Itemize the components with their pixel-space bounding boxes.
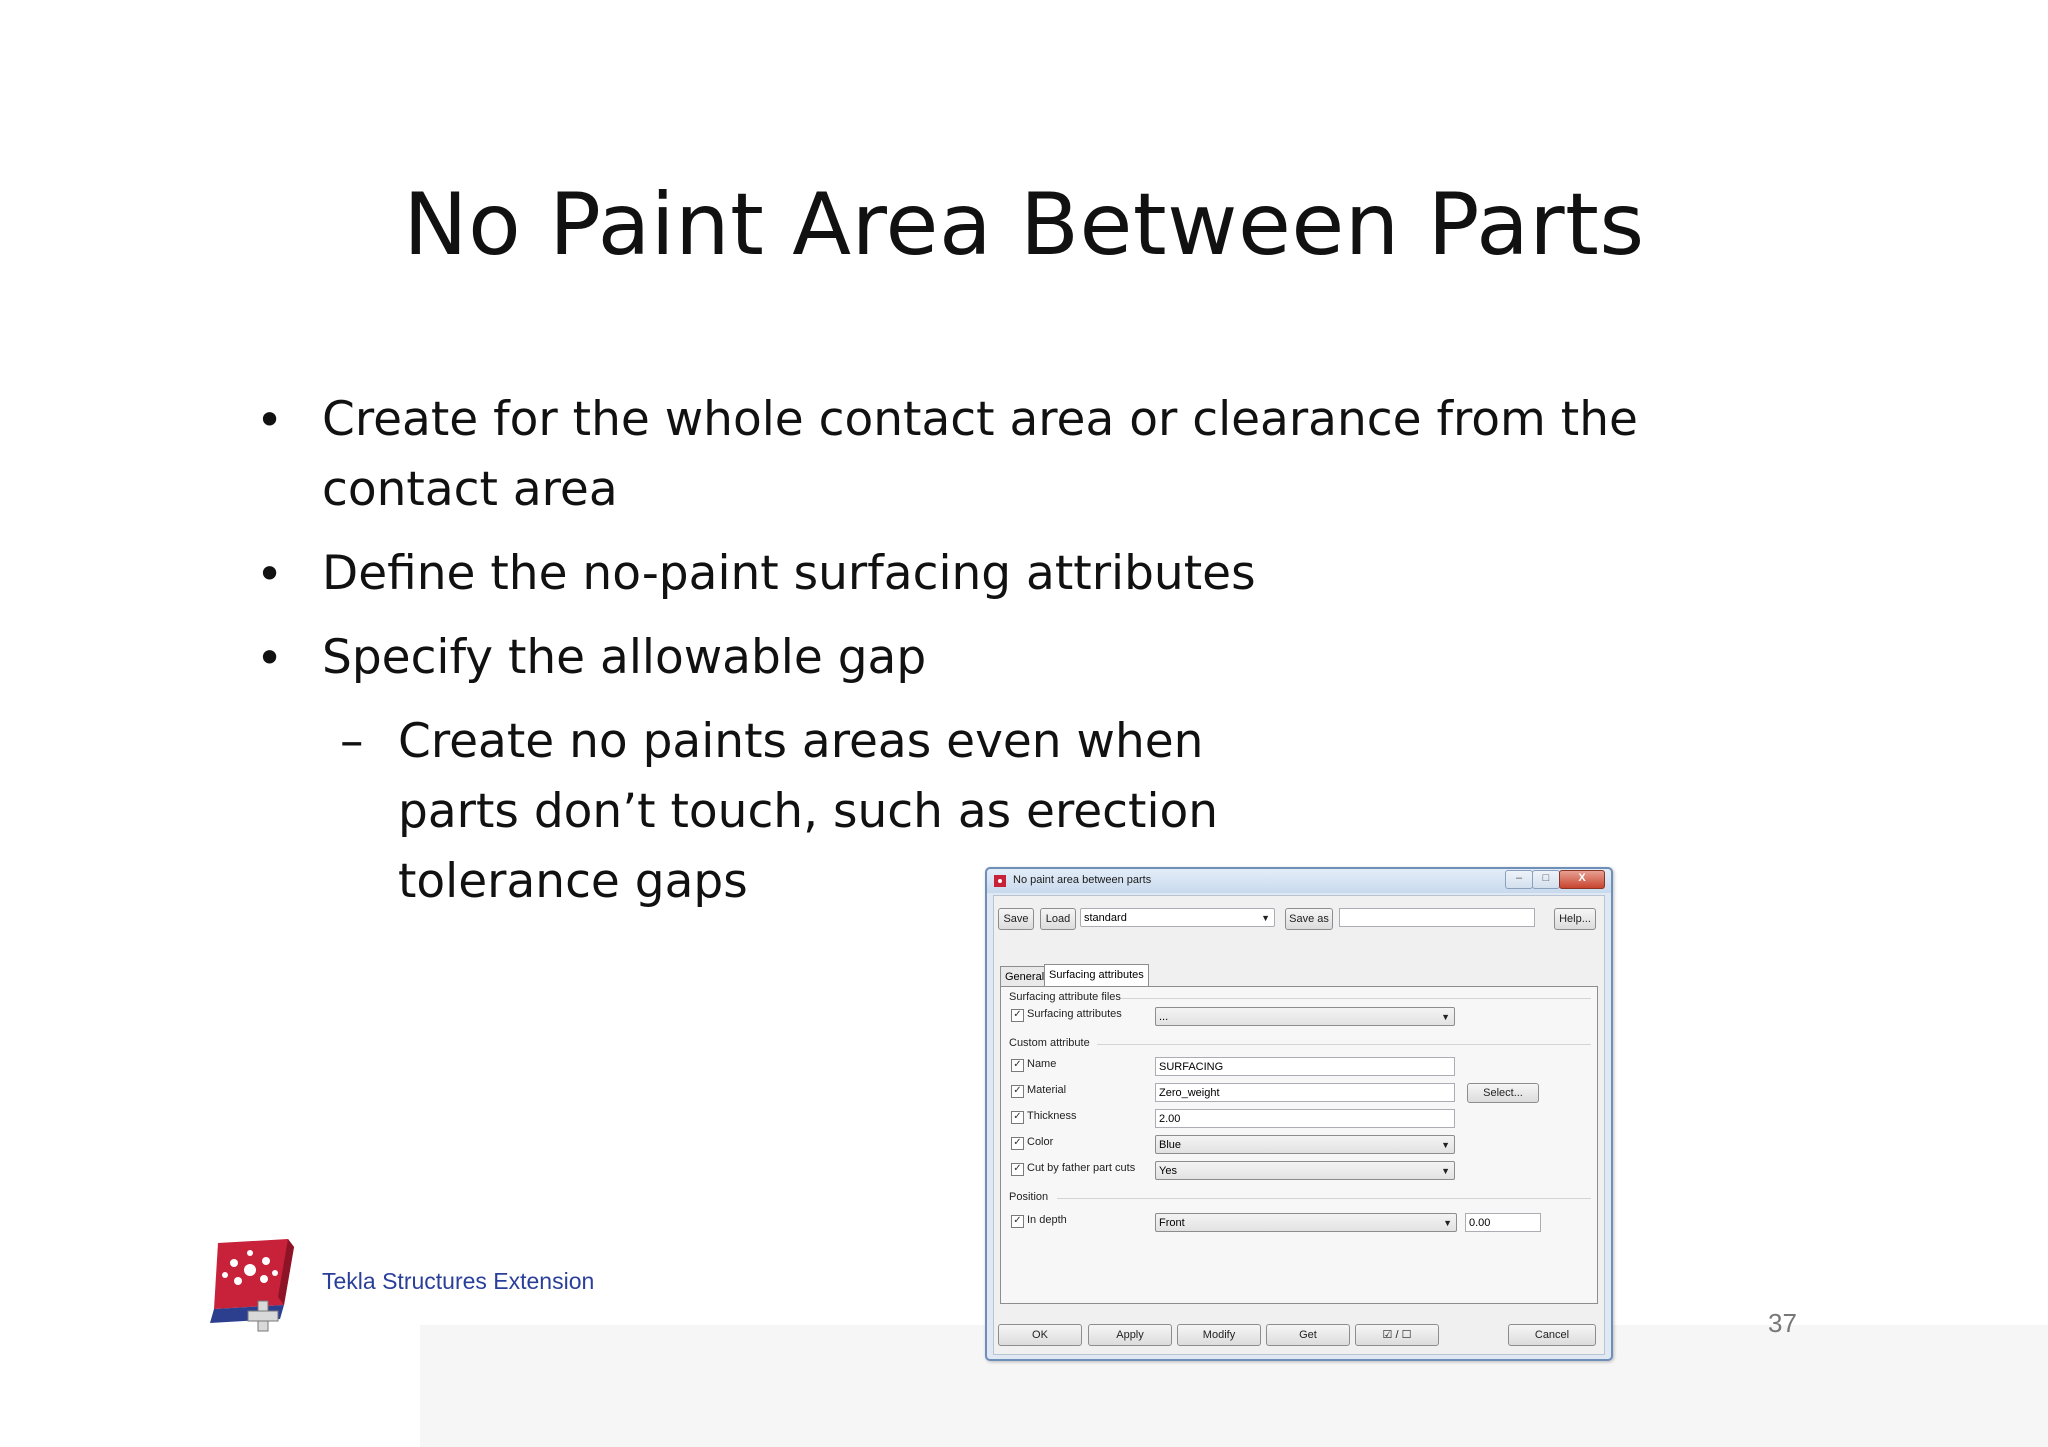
cut-by-father-value: Yes bbox=[1159, 1165, 1177, 1177]
group-label-files: Surfacing attribute files bbox=[1009, 991, 1121, 1003]
sub-bullet-text: Create no paints areas even when bbox=[398, 714, 1204, 769]
minimize-button[interactable] bbox=[1505, 870, 1533, 889]
bullet-item bbox=[250, 385, 1772, 525]
label-color: Color bbox=[1027, 1136, 1054, 1148]
dialog-title: No paint area between parts bbox=[1013, 874, 1152, 886]
window-controls bbox=[1506, 870, 1605, 889]
checkbox-cut-by-father[interactable]: ✓ bbox=[1011, 1163, 1024, 1176]
label-cut-by-father: Cut by father part cuts bbox=[1027, 1162, 1136, 1174]
name-input[interactable]: SURFACING bbox=[1155, 1057, 1455, 1076]
page-number: 37 bbox=[1768, 1308, 1797, 1338]
bullet-dot: • bbox=[256, 631, 284, 685]
preset-select[interactable] bbox=[1080, 908, 1275, 927]
bullet-text: Define the no-paint surfacing attributes bbox=[322, 546, 1256, 601]
checkbox-in-depth[interactable]: ✓ bbox=[1011, 1215, 1024, 1228]
load-button[interactable]: Load bbox=[1040, 908, 1076, 930]
color-value: Blue bbox=[1159, 1139, 1182, 1151]
tab-surfacing-attributes[interactable]: Surfacing attributes bbox=[1044, 964, 1149, 987]
maximize-icon: □ bbox=[1542, 872, 1550, 884]
minimize-icon: – bbox=[1515, 872, 1523, 884]
close-button[interactable] bbox=[1559, 870, 1605, 889]
chevron-down-icon: ▼ bbox=[1443, 1218, 1452, 1228]
dialog-body bbox=[993, 895, 1605, 1355]
cut-by-father-select[interactable] bbox=[1155, 1161, 1455, 1180]
preset-value: standard bbox=[1084, 912, 1127, 924]
bullet-text: Specify the allowable gap bbox=[322, 630, 927, 685]
group-divider bbox=[1057, 1198, 1591, 1199]
label-name: Name bbox=[1027, 1058, 1057, 1070]
thickness-input[interactable]: 2.00 bbox=[1155, 1109, 1455, 1128]
modify-button[interactable]: Modify bbox=[1177, 1324, 1261, 1346]
bullet-text: contact area bbox=[322, 462, 618, 517]
label-material: Material bbox=[1027, 1084, 1067, 1096]
checkbox-surfacing-attributes[interactable]: ✓ bbox=[1011, 1009, 1024, 1022]
depth-offset-input[interactable]: 0.00 bbox=[1465, 1213, 1541, 1232]
sub-bullet-text: tolerance gaps bbox=[398, 854, 748, 909]
select-material-button[interactable]: Select... bbox=[1467, 1083, 1539, 1103]
logo-text: Tekla Structures Extension bbox=[322, 1268, 595, 1294]
cancel-button[interactable]: Cancel bbox=[1508, 1324, 1596, 1346]
in-depth-value: Front bbox=[1159, 1217, 1185, 1229]
checkbox-thickness[interactable]: ✓ bbox=[1011, 1111, 1024, 1124]
bullet-text: Create for the whole contact area or clearance from the bbox=[322, 392, 1638, 447]
tab-general[interactable]: General bbox=[1000, 966, 1049, 987]
no-paint-dialog bbox=[985, 867, 1613, 1361]
apply-button[interactable]: Apply bbox=[1088, 1324, 1172, 1346]
toggle-checkboxes-button[interactable]: ☑ / ☐ bbox=[1355, 1324, 1439, 1346]
surfacing-panel bbox=[1000, 986, 1598, 1304]
group-label-position: Position bbox=[1009, 1191, 1049, 1203]
ok-button[interactable]: OK bbox=[998, 1324, 1082, 1346]
save-as-input[interactable] bbox=[1339, 908, 1535, 927]
bullet-dot: • bbox=[256, 393, 284, 447]
help-button[interactable]: Help... bbox=[1554, 908, 1596, 930]
material-input[interactable]: Zero_weight bbox=[1155, 1083, 1455, 1102]
chevron-down-icon: ▼ bbox=[1441, 1140, 1450, 1150]
sub-bullet-text: parts don’t touch, such as erection bbox=[398, 784, 1219, 839]
close-icon: X bbox=[1578, 872, 1586, 884]
bullet-item bbox=[250, 623, 1772, 693]
sub-bullet-dash: – bbox=[340, 714, 364, 769]
group-divider bbox=[1097, 1044, 1591, 1045]
chevron-down-icon: ▼ bbox=[1441, 1166, 1450, 1176]
in-depth-select[interactable] bbox=[1155, 1213, 1457, 1232]
get-button[interactable]: Get bbox=[1266, 1324, 1350, 1346]
bullet-dot: • bbox=[256, 547, 284, 601]
surfacing-attributes-select[interactable] bbox=[1155, 1007, 1455, 1026]
checkbox-material[interactable]: ✓ bbox=[1011, 1085, 1024, 1098]
checkbox-name[interactable]: ✓ bbox=[1011, 1059, 1024, 1072]
label-in-depth: In depth bbox=[1027, 1214, 1067, 1226]
maximize-button[interactable] bbox=[1532, 870, 1560, 889]
save-as-button[interactable]: Save as bbox=[1285, 908, 1333, 930]
slide-title: No Paint Area Between Parts bbox=[403, 175, 1645, 275]
tekla-app-icon bbox=[993, 874, 1007, 888]
save-button[interactable]: Save bbox=[998, 908, 1034, 930]
bullet-item bbox=[250, 539, 1772, 609]
label-thickness: Thickness bbox=[1027, 1110, 1077, 1122]
group-label-custom: Custom attribute bbox=[1009, 1037, 1090, 1049]
bullet-list bbox=[250, 385, 1772, 917]
surfacing-attributes-value: ... bbox=[1159, 1011, 1169, 1023]
chevron-down-icon: ▼ bbox=[1441, 1012, 1450, 1022]
checkbox-color[interactable]: ✓ bbox=[1011, 1137, 1024, 1150]
tekla-plus-icon bbox=[200, 1235, 300, 1335]
chevron-down-icon: ▼ bbox=[1261, 913, 1270, 923]
color-select[interactable] bbox=[1155, 1135, 1455, 1154]
group-divider bbox=[1121, 998, 1591, 999]
dialog-titlebar[interactable] bbox=[987, 869, 1611, 893]
label-surfacing-attributes: Surfacing attributes bbox=[1027, 1008, 1122, 1020]
